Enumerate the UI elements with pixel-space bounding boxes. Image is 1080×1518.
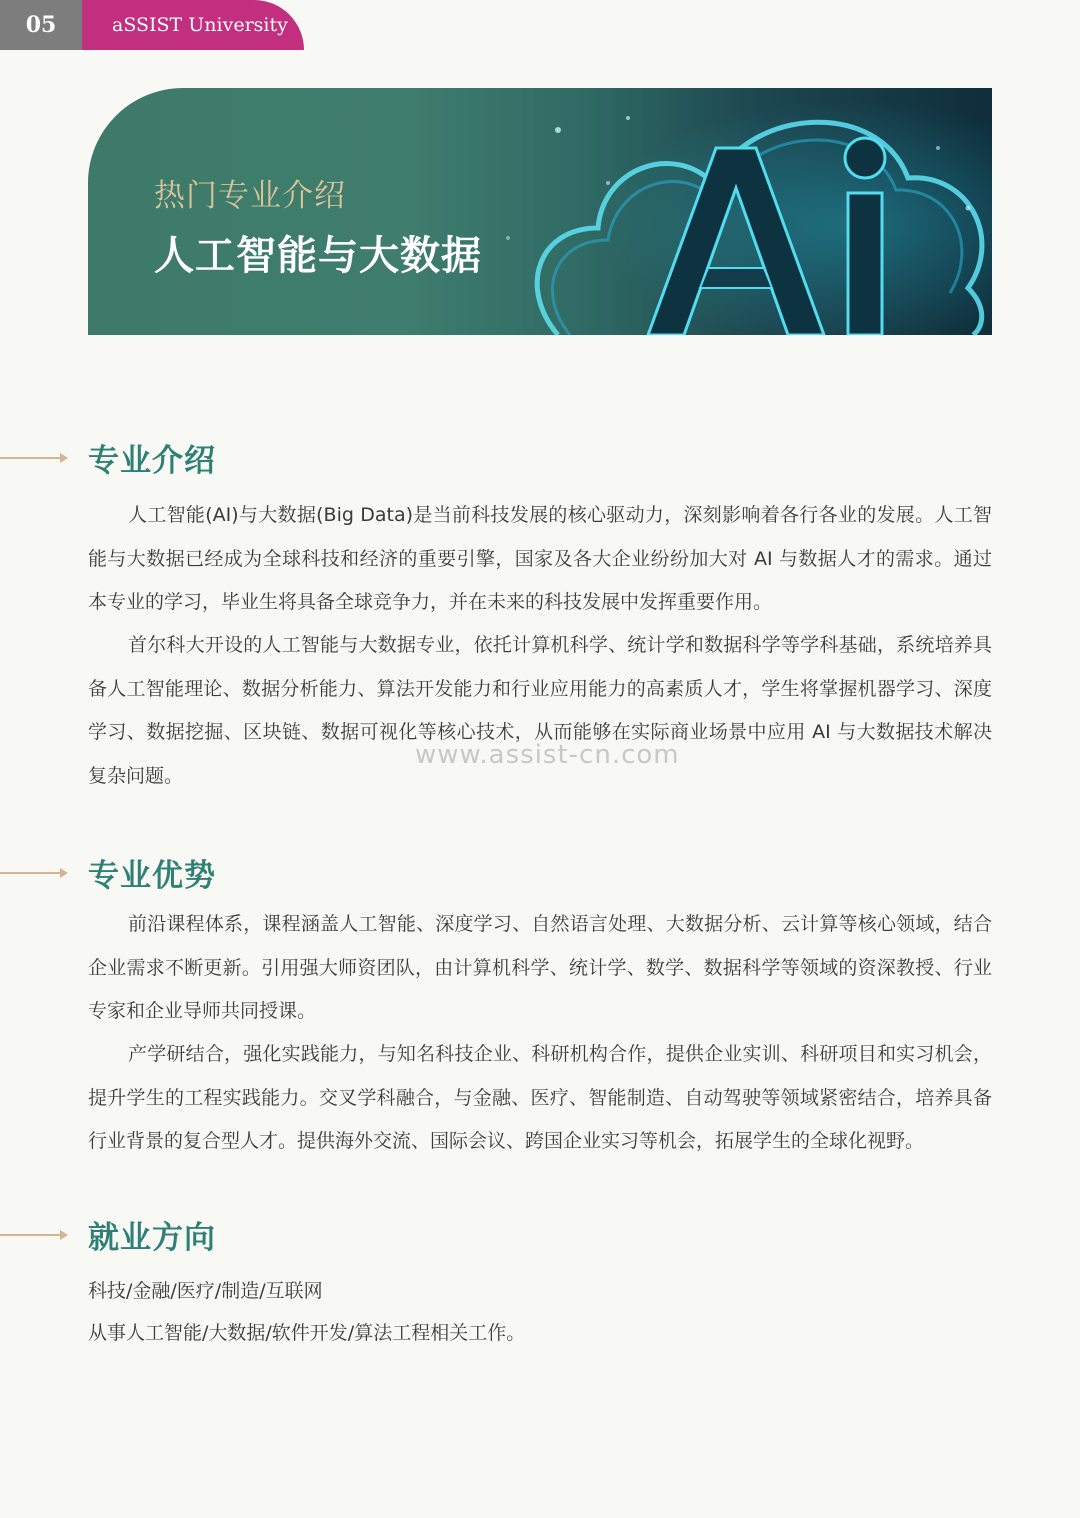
arrow-icon [0, 1234, 66, 1236]
intro-paragraph-2: 首尔科大开设的人工智能与大数据专业，依托计算机科学、统计学和数据科学等学科基础，系统培养具备人工智能理论、数据分析能力、算法开发能力和行业应用能力的高素质人才，学生将掌握机器学习、深度学习、数据挖掘、区块链、数据可视化等核心技术，从而能够在实际商业场景中应用 AI 与大数据技术解决复杂问题。 [88, 634, 992, 787]
page-header-tab [0, 0, 304, 50]
section-heading-advantages [0, 850, 216, 895]
banner-title: 人工智能与大数据 [154, 233, 482, 279]
career-industries: 科技/金融/医疗/制造/互联网 [88, 1280, 323, 1302]
section-title: 专业优势 [88, 858, 216, 894]
banner-subtitle: 热门专业介绍 [154, 178, 346, 214]
section-title: 专业介绍 [88, 443, 216, 479]
advantages-paragraph-2: 产学研结合，强化实践能力，与知名科技企业、科研机构合作，提供企业实训、科研项目和实习机会，提升学生的工程实践能力。交叉学科融合，与金融、医疗、智能制造、自动驾驶等领域紧密结合，培养具备行业背景的复合型人才。提供海外交流、国际会议、跨国企业实习等机会，拓展学生的全球化视野。 [88, 1043, 992, 1152]
arrow-icon [0, 872, 66, 874]
career-roles: 从事人工智能/大数据/软件开发/算法工程相关工作。 [88, 1322, 526, 1344]
intro-paragraph-1: 人工智能(AI)与大数据(Big Data)是当前科技发展的核心驱动力，深刻影响着各行各业的发展。人工智能与大数据已经成为全球科技和经济的重要引擎，国家及各大企业纷纷加大对 AI 与数据人才的需求。通过本专业的学习，毕业生将具备全球竞争力，并在未来的科技发展中发挥重要作用。 [88, 504, 992, 613]
advantages-paragraph-1: 前沿课程体系，课程涵盖人工智能、深度学习、自然语言处理、大数据分析、云计算等核心领域，结合企业需求不断更新。引用强大师资团队，由计算机科学、统计学、数学、数据科学等领域的资深教授、行业专家和企业导师共同授课。 [88, 913, 992, 1022]
section-title: 就业方向 [88, 1220, 216, 1256]
page-number: 05 [0, 0, 82, 50]
section-heading-career [0, 1212, 216, 1257]
hero-banner [88, 88, 992, 335]
university-name: aSSIST University [82, 0, 304, 50]
watermark: www.assist-cn.com [415, 740, 680, 770]
section-heading-intro [0, 435, 216, 480]
arrow-icon [0, 457, 66, 459]
